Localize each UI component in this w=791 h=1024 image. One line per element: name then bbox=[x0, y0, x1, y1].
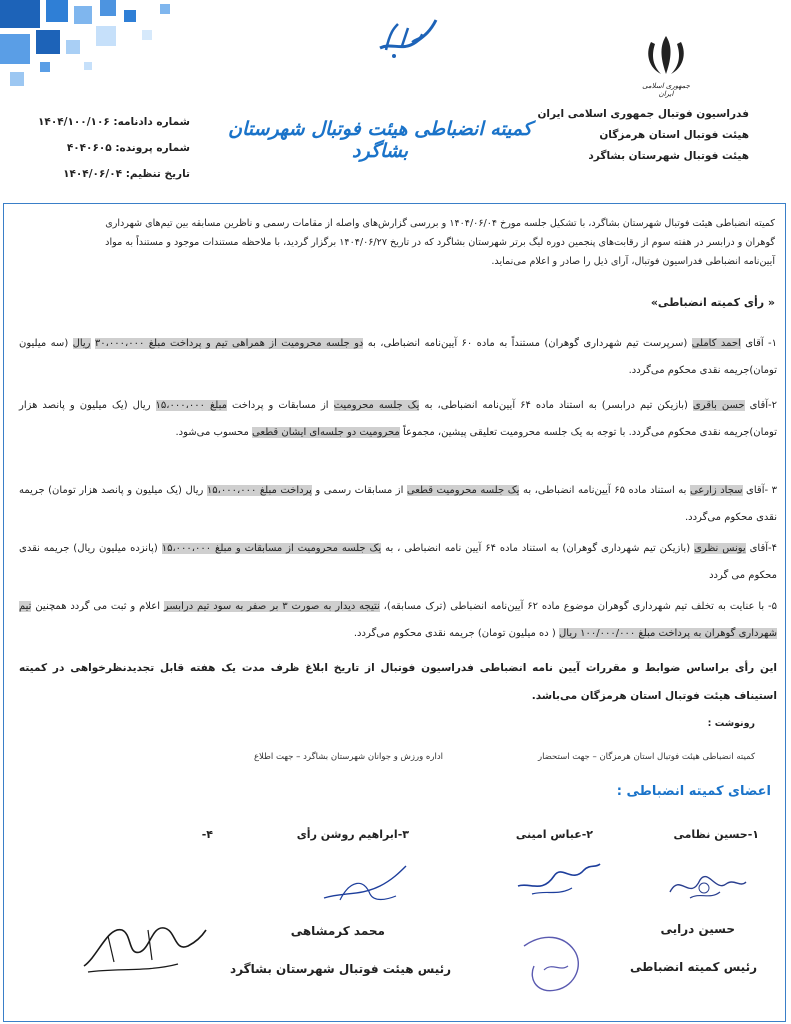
meta-value: ۱۴۰۴/۱۰۰/۱۰۶ bbox=[38, 116, 110, 128]
meta-value: ۴۰۴۰۶۰۵ bbox=[66, 142, 112, 154]
signer-title: رئیس هیئت فوتبال شهرستان بشاگرد bbox=[230, 962, 451, 976]
meta-label: تاریخ تنظیم: bbox=[125, 168, 190, 180]
item-text: ۴-آقای bbox=[745, 543, 777, 554]
item-text: محسوب می‌شود. bbox=[175, 427, 253, 438]
verdict-item-4 bbox=[19, 535, 777, 589]
signer-name: حسین درایی bbox=[660, 922, 735, 936]
intro-line: آیین‌نامه انضباطی فدراسیون فوتبال، آرای ذیل را صادر و اعلام می‌نماید. bbox=[491, 256, 775, 267]
item-text: (بازیکن تیم درابسر) به استناد ماده ۶۴ آیین‌نامه انضباطی، به bbox=[419, 400, 693, 411]
iran-emblem-icon bbox=[643, 32, 689, 78]
meta-row bbox=[38, 168, 190, 180]
member-item: ۱-حسین نظامی bbox=[673, 828, 759, 841]
item-text: ریال (یک میلیون و پانصد هزار تومان)جریمه نقدی محکوم می‌گردد. با توجه به یک جلسه محرومیت تعلیقی پیشین، مجموعاً bbox=[19, 400, 777, 438]
signature-mark bbox=[660, 862, 750, 912]
signer-name: محمد کرمشاهی bbox=[290, 924, 385, 938]
cc-item: اداره ورزش و جوانان شهرستان بشاگرد – جهت اطلاع bbox=[253, 752, 443, 762]
penalty-highlight: مبلغ ۱۵،۰۰۰،۰۰۰ bbox=[155, 400, 227, 411]
meta-block bbox=[38, 116, 190, 194]
organization-block bbox=[537, 108, 749, 171]
person-name: احمد کاملی bbox=[691, 338, 741, 349]
intro-line: گوهران و درابسر در هفته سوم از رقابت‌های پنجمین دوره لیگ برتر شهرستان بشاگرد که در تاریخ ۱۴۰۴/۰۶/۲۷ برگزار گردید، با ملاحظه مستندات موجود و مستنداً به مواد bbox=[105, 237, 775, 248]
penalty-highlight: یک جلسه محرومیت از مسابقات و مبلغ ۱۵،۰۰۰،۰۰۰ bbox=[161, 543, 382, 554]
org-line: هیئت فوتبال شهرستان بشاگرد bbox=[588, 150, 749, 162]
calligraphy-mark bbox=[372, 12, 442, 62]
item-text: (سه میلیون تومان)جریمه نقدی محکوم می‌گردد. bbox=[19, 338, 777, 376]
meta-label: شماره پرونده: bbox=[115, 142, 190, 154]
item-text: ( ده میلیون تومان) جریمه نقدی محکوم می‌گردد. bbox=[353, 628, 559, 639]
person-name: سجاد زارعی bbox=[689, 485, 743, 496]
verdict-heading: « رأی کمیته انضباطی» bbox=[650, 296, 775, 309]
item-text: ۳ -آقای bbox=[742, 485, 777, 496]
meta-value: ۱۴۰۴/۰۶/۰۴ bbox=[63, 168, 123, 180]
signature-mark bbox=[514, 926, 594, 998]
verdict-item-5 bbox=[19, 593, 777, 647]
item-text: از مسابقات و پرداخت bbox=[226, 400, 334, 411]
person-name: حسن باقری bbox=[692, 400, 745, 411]
banner-title: کمیته انضباطی هیئت فوتبال شهرستان بشاگرد bbox=[228, 118, 532, 162]
penalty-highlight: تیم شهرداری گوهران به پرداخت مبلغ ۱۰۰/۰۰۰/۰۰۰ ریال bbox=[19, 601, 777, 639]
signature-mark bbox=[512, 854, 602, 904]
penalty-highlight: محرومیت دو جلسه‌ای ایشان قطعی bbox=[252, 427, 400, 438]
penalty-highlight: پرداخت مبلغ ۱۵،۰۰۰،۰۰۰ bbox=[206, 485, 312, 496]
item-text: (سرپرست تیم شهرداری گوهران) مستنداً به ماده ۶۰ آیین‌نامه انضباطی، به bbox=[363, 338, 692, 349]
item-text: ۵- با عنایت به تخلف تیم شهرداری گوهران موضوع ماده ۶۲ آیین‌نامه انضباطی (ترک مسابقه)، bbox=[379, 601, 777, 612]
signature-mark bbox=[320, 860, 410, 910]
meta-row bbox=[38, 116, 190, 128]
member-item: ۴- bbox=[201, 828, 213, 841]
penalty-highlight: یک جلسه محرومیت قطعی bbox=[406, 485, 520, 496]
penalty-highlight: دو جلسه محرومیت از همراهی تیم و پرداخت مبلغ ۳۰،۰۰۰،۰۰۰ bbox=[94, 338, 364, 349]
penalty-highlight: یک جلسه محرومیت bbox=[333, 400, 420, 411]
verdict-item-1 bbox=[19, 330, 777, 384]
penalty-highlight: نتیجه دیدار به صورت ۳ بر صفر به سود تیم درابسر bbox=[163, 601, 380, 612]
intro-paragraph bbox=[19, 214, 775, 271]
item-text: اعلام و ثبت می گردد همچنین bbox=[31, 601, 164, 612]
meta-row bbox=[38, 142, 190, 154]
item-text: (پانزده میلیون ریال) جریمه نقدی محکوم می گردد bbox=[19, 543, 777, 581]
member-item: ۲-عباس امینی bbox=[515, 828, 593, 841]
item-text: از مسابقات رسمی و bbox=[311, 485, 407, 496]
meta-label: شماره دادنامه: bbox=[113, 116, 190, 128]
member-item: ۳-ابراهیم روشن رأی bbox=[296, 828, 409, 841]
signature-mark bbox=[78, 906, 208, 980]
org-line: فدراسیون فوتبال جمهوری اسلامی ایران bbox=[537, 108, 749, 120]
item-text: به استناد ماده ۶۵ آیین‌نامه انضباطی، به bbox=[519, 485, 690, 496]
emblem bbox=[641, 32, 691, 98]
emblem-caption: جمهوری اسلامی ایران bbox=[642, 82, 690, 98]
intro-line: کمیته انضباطی هیئت فوتبال شهرستان بشاگرد، با تشکیل جلسه مورخ ۱۴۰۴/۰۶/۰۴ و بررسی گزارش‌های واصله از مقامات رسمی و ناظرین مسابقه بین تیم‌های شهرداری bbox=[105, 218, 775, 229]
item-text: ۲-آقای bbox=[744, 400, 777, 411]
verdict-item-2 bbox=[19, 392, 777, 446]
cc-item: کمیته انضباطی هیئت فوتبال استان هرمزگان – جهت استحضار bbox=[537, 752, 755, 762]
signer-title: رئیس کمیته انضباطی bbox=[629, 960, 757, 974]
penalty-highlight: ریال bbox=[72, 338, 91, 349]
appeal-notice: این رأی براساس ضوابط و مقررات آیین نامه انضباطی فدراسیون فوتبال از تاریخ ابلاغ ظرف مدت یک هفته قابل تجدیدنظرخواهی در کمیته استیناف هیئت فوتبال استان هرمزگان می‌باشد. bbox=[19, 662, 777, 702]
members-heading: اعضای کمیته انضباطی : bbox=[616, 784, 771, 799]
item-text: (بازیکن تیم شهرداری گوهران) به استناد ماده ۶۴ آیین نامه انضباطی ، به bbox=[381, 543, 694, 554]
item-text: ۱- آقای bbox=[740, 338, 777, 349]
verdict-item-3 bbox=[19, 477, 777, 531]
item-text: ریال (یک میلیون و پانصد هزار تومان) جریمه نقدی محکوم می‌گردد. bbox=[19, 485, 777, 523]
person-name: یونس نظری bbox=[694, 543, 746, 554]
cc-label: رونوشت : bbox=[707, 718, 755, 729]
org-line: هیئت فوتبال استان هرمزگان bbox=[599, 129, 749, 141]
